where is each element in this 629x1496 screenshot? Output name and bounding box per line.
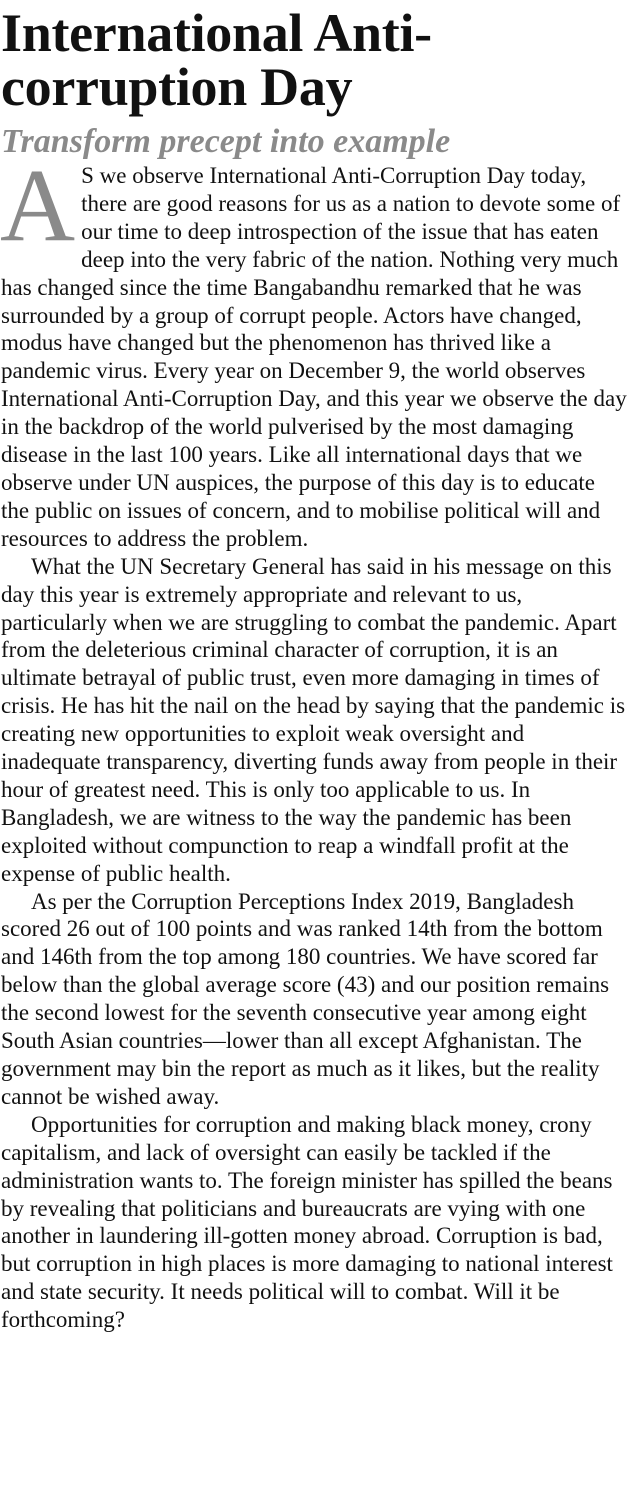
article-body (0, 148, 627, 1334)
paragraph-1-text: S we observe International Anti-Corruption Day today, there are good reasons for us as a nation to devote some of our time to deep introspection of the issue that has eaten deep into the very fabric of the nation. Nothing very much has changed since the time Bangabandhu remarked that he was surrounded by a group of corrupt people. Actors have changed, modus have changed but the phenomenon has thrived like a pandemic virus. Every year on December 9, the world observes International Anti-Corruption Day, and this year we observe the day in the backdrop of the world pulverised by the most damaging disease in the last 100 years. Like all international days that we observe under UN auspices, the purpose of this day is to educate the public on issues of concern, and to mobilise political will and resources to address the problem. (1, 163, 627, 551)
paragraph-1 (0, 148, 627, 553)
editorial-article (0, 3, 627, 1334)
paragraph-3: As per the Corruption Perceptions Index 2019, Bangladesh scored 26 out of 100 points and was ranked 14th from the bottom and 146th from the top among 180 countries. We have scored far below than the global average score (43) and our position remains the second lowest for the seventh consecutive year among eight South Asian countries—lower than all except Afghanistan. The government may bin the report as much as it likes, but the reality cannot be wished away. (1, 888, 610, 1109)
paragraph-4: Opportunities for corruption and making black money, crony capitalism, and lack of oversight can easily be tackled if the administration wants to. The foreign minister has spilled the beans by revealing that politicians and bureaucrats are vying with one another in laundering ill-gotten money abroad. Corruption is bad, but corruption in high places is more damaging to national interest and state security. It needs political will to combat. Will it be forthcoming? (1, 1111, 613, 1333)
headline-line-1: International Anti- (1, 3, 432, 63)
headline-line-2: corruption Day (1, 57, 353, 117)
paragraph-2: What the UN Secretary General has said in his message on this day this year is extremely appropriate and relevant to us, particularly when we are struggling to combat the pandemic. Apart from the deleterious criminal character of corruption, it is an ultimate betrayal of public trust, even more damaging in times of crisis. He has hit the nail on the head by saying that the pandemic is creating new opportunities to exploit weak oversight and inadequate transparency, diverting funds away from people in their hour of greatest need. This is only too applicable to us. In Bangladesh, we are witness to the way the pandemic has been exploited without compunction to reap a windfall profit at the expense of public health. (1, 553, 626, 886)
subheadline: Transform precept into example (1, 123, 451, 160)
drop-cap: A (0, 148, 76, 263)
headline (1, 3, 627, 117)
